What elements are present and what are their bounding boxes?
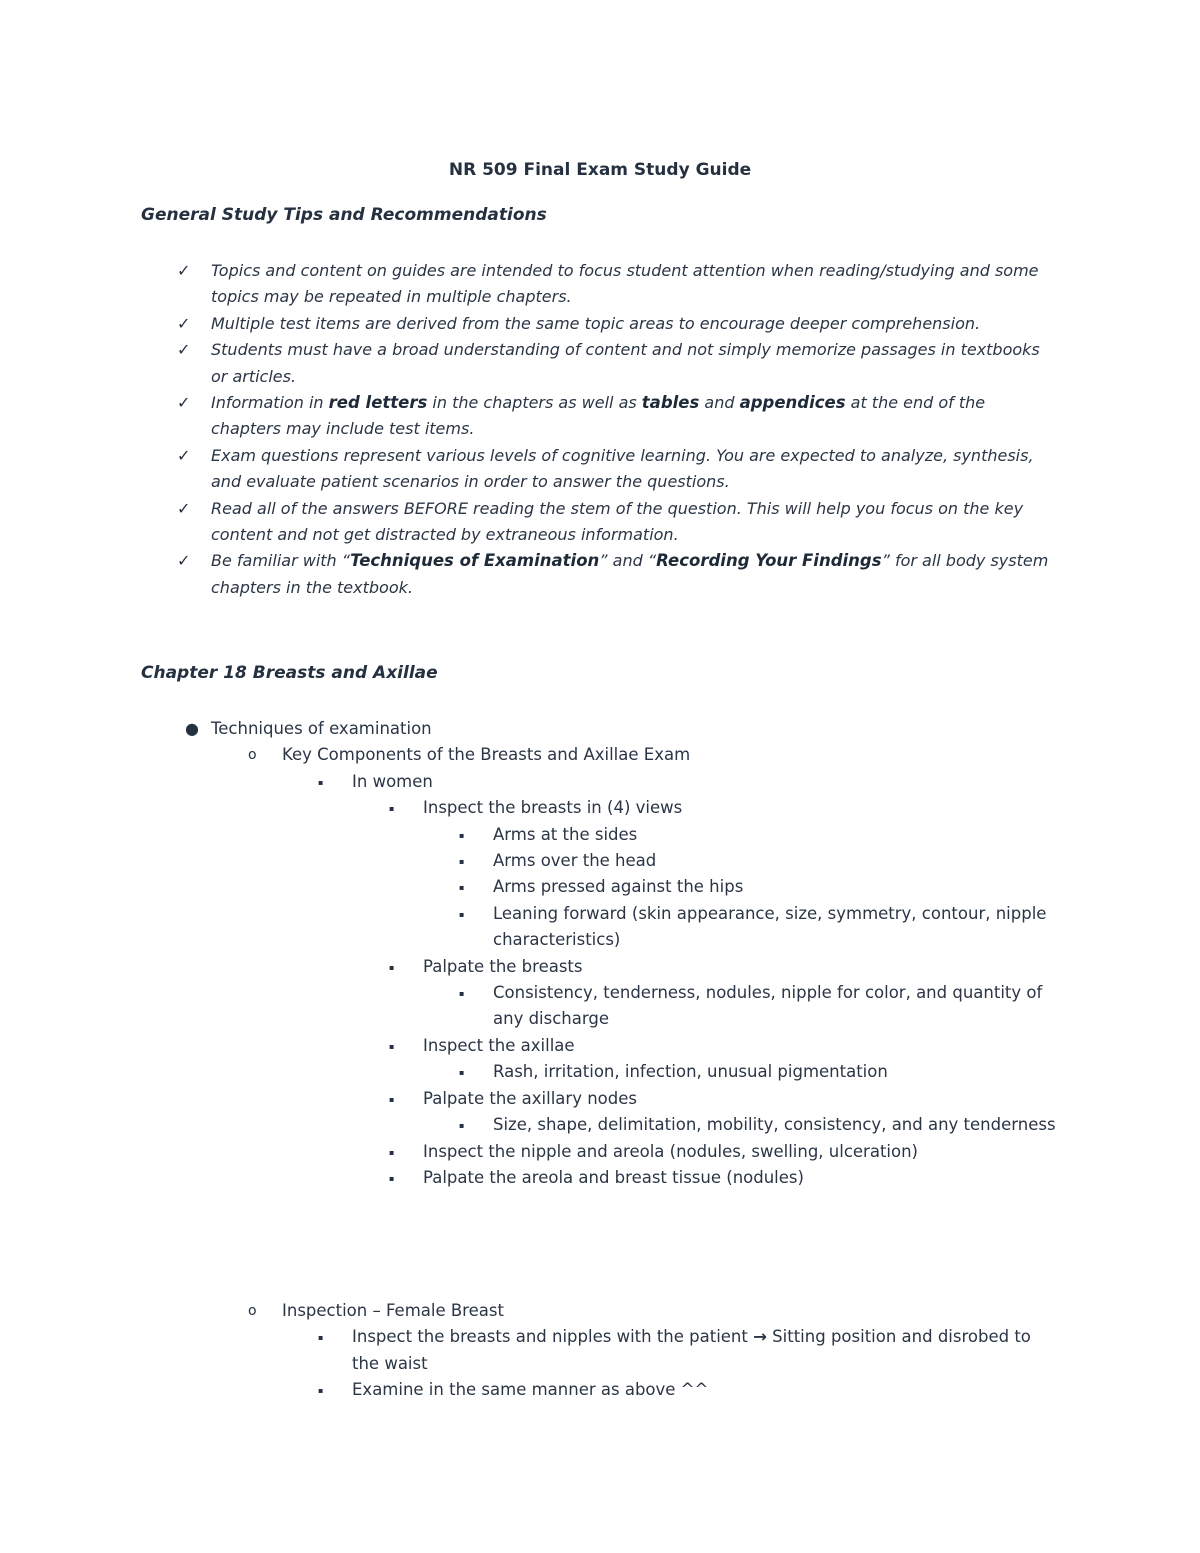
outline-item: ▪ Palpate the breasts [0,954,1200,980]
square-bullet-icon: ▪ [459,1121,465,1131]
square-bullet-icon: ▪ [459,883,465,893]
outline-item: ▪ Inspect the breasts in (4) views [0,795,1200,821]
section-heading-study-tips: General Study Tips and Recommendations [141,205,547,225]
square-bullet-icon: ▪ [459,909,465,919]
document-title: NR 509 Final Exam Study Guide [448,160,752,180]
outline-item: ▪ Rash, irritation, infection, unusual pigmentation [0,1059,1200,1085]
square-bullet-icon: ▪ [389,1094,395,1104]
square-bullet-icon: ▪ [389,804,395,814]
list-item: ✓ Information in red letters in the chapters as well as tables and appendices at the end of the chapters may include test items. [0,390,1200,443]
outline-item: ▪ Consistency, tenderness, nodules, nipple for color, and quantity of any discharge [459,983,1043,1029]
list-item: ✓ Be familiar with “Techniques of Examination” and “Recording Your Findings” for all body system chapters in the textbook. [0,548,1200,601]
outline-item: o Key Components of the Breasts and Axillae Exam [0,742,1200,768]
checkmark-icon: ✓ [177,498,191,518]
checkmark-icon: ✓ [177,261,191,280]
outline-item: ▪ Examine in the same manner as above ^^ [0,1377,1200,1403]
outline-item: o Inspection – Female Breast [0,1298,1200,1324]
arrow-right-icon: → [753,1327,767,1347]
checkmark-icon: ✓ [177,393,191,413]
square-bullet-icon: ▪ [389,1147,395,1157]
chapter-outline [0,716,1200,1191]
study-tips-list [0,258,1200,601]
square-bullet-icon: ▪ [389,962,395,972]
square-bullet-icon: ▪ [459,1068,465,1078]
bullet-icon: ● [185,719,199,738]
checkmark-icon: ✓ [177,551,191,571]
outline-item: ▪ Inspect the breasts and nipples with the patient → Sitting position and disrobed to the waist [318,1327,1031,1373]
emphasis-red-letters: red letters [328,393,428,413]
list-item: ✓ Topics and content on guides are intended to focus student attention when reading/studying and some topics may be repeated in multiple chapters. [0,258,1200,311]
outline-item: ▪ Inspect the axillae [0,1033,1200,1059]
emphasis-recording: Recording Your Findings [656,551,882,571]
emphasis-tables: tables [641,393,700,413]
emphasis-appendices: appendices [739,393,846,413]
checkmark-icon: ✓ [177,313,191,333]
chapter-heading: Chapter 18 Breasts and Axillae [141,663,438,683]
outline-item: ▪ Inspect the nipple and areola (nodules, swelling, ulceration) [0,1139,1200,1165]
list-item: ✓ Students must have a broad understanding of content and not simply memorize passages in textbooks or articles. [0,337,1200,390]
square-bullet-icon: ▪ [318,1386,324,1396]
square-bullet-icon: ▪ [459,989,465,999]
circle-bullet-icon: o [248,747,257,764]
outline-item: ▪ Arms at the sides [0,822,1200,848]
circle-bullet-icon: o [248,1303,257,1319]
square-bullet-icon: ▪ [389,1041,395,1051]
checkmark-icon: ✓ [177,340,191,360]
outline-item: ▪ In women [0,769,1200,795]
square-bullet-icon: ▪ [389,1173,395,1183]
outline-item: ● Techniques of examination [0,716,1200,742]
list-item: ✓ Read all of the answers BEFORE reading the stem of the question. This will help you focus on the key content and not get distracted by extraneous information. [0,496,1200,549]
list-item: ✓ Exam questions represent various levels of cognitive learning. You are expected to analyze, synthesis, and evaluate patient scenarios in order to answer the questions. [0,443,1200,496]
outline-item: ▪ Palpate the areola and breast tissue (nodules) [0,1165,1200,1191]
emphasis-techniques: Techniques of Examination [350,551,600,571]
outline-item: ▪ Palpate the axillary nodes [0,1086,1200,1112]
square-bullet-icon: ▪ [318,777,324,787]
outline-item: ▪ Size, shape, delimitation, mobility, consistency, and any tenderness [0,1112,1200,1138]
chapter-outline-continued [0,1298,1200,1404]
square-bullet-icon: ▪ [318,1333,324,1343]
square-bullet-icon: ▪ [459,830,465,840]
outline-item: ▪ Arms pressed against the hips [0,874,1200,900]
square-bullet-icon: ▪ [459,857,465,867]
outline-item: ▪ Arms over the head [0,848,1200,874]
outline-item: ▪ Leaning forward (skin appearance, size, symmetry, contour, nipple characteristics) [459,903,1047,950]
checkmark-icon: ✓ [177,445,191,465]
list-item: ✓ Multiple test items are derived from the same topic areas to encourage deeper comprehension. [0,311,1200,337]
